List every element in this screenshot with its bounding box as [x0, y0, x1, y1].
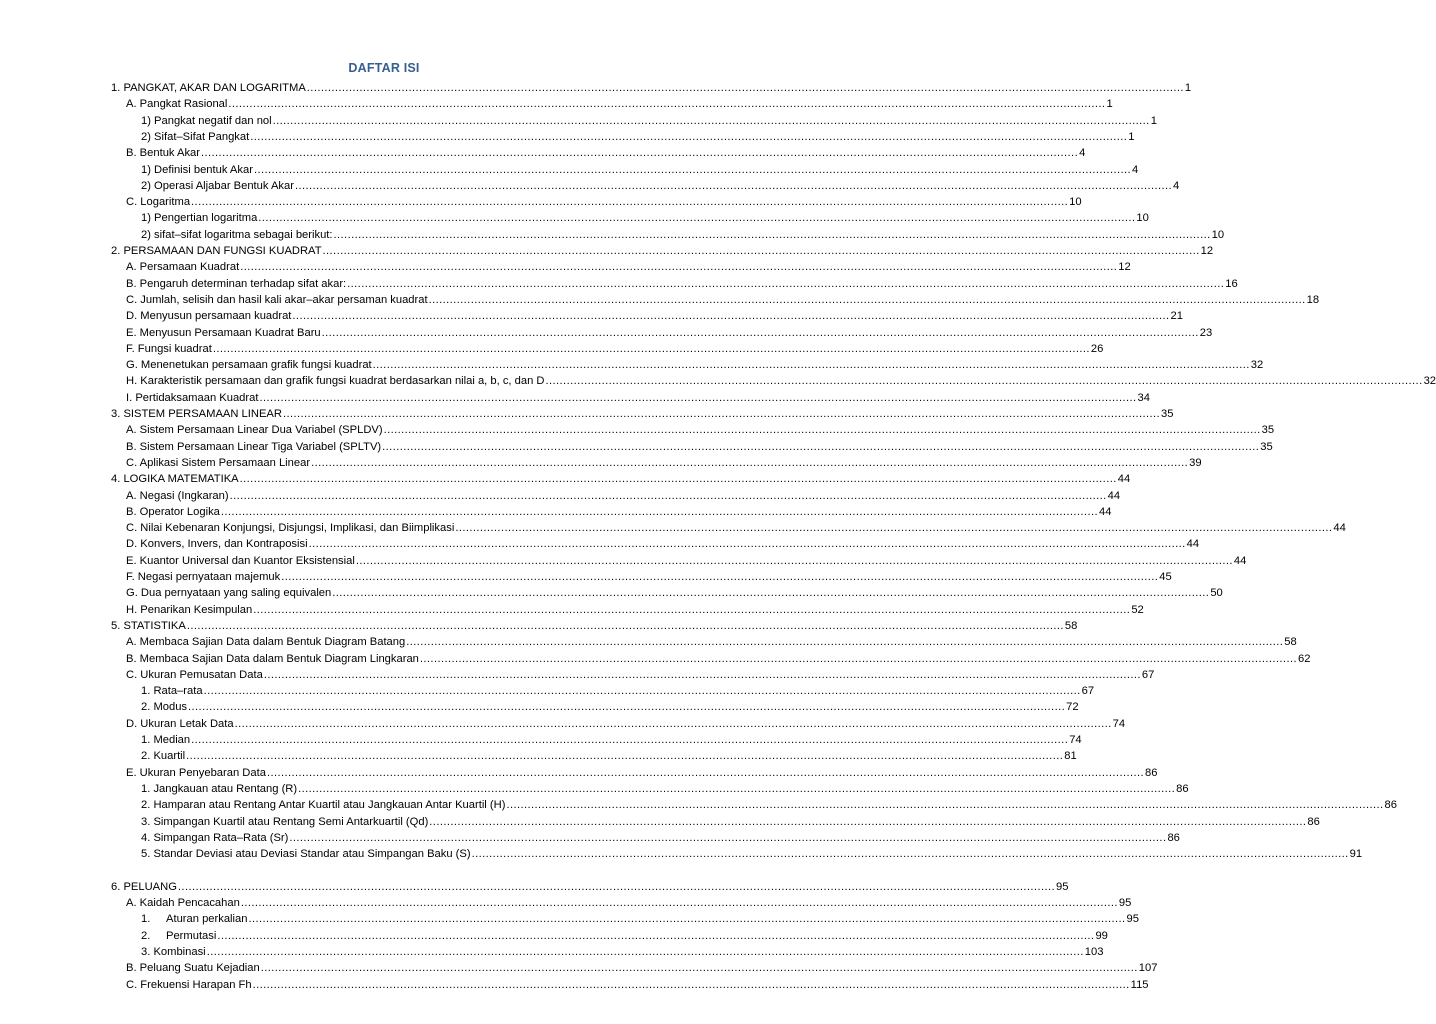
dot-leader: ..........................................................................................................................................................................................................................................................: [545, 375, 1423, 388]
toc-entry-label: G. Dua pernyataan yang saling equivalen: [126, 587, 332, 600]
toc-entry[interactable]: [126, 258, 1131, 274]
toc-entry[interactable]: [126, 552, 1247, 568]
toc-page-number: 86: [1145, 766, 1158, 779]
toc-page-number: 1: [1150, 114, 1157, 127]
toc-entry-number: 2.: [141, 929, 151, 942]
toc-page-number: 18: [1306, 293, 1320, 306]
toc-entry-title: [126, 293, 428, 307]
dot-leader: ..........................................................................................................................................................................................................................................................: [263, 668, 1141, 681]
toc-entry[interactable]: [126, 372, 1436, 388]
toc-entry-label: 2) Sifat–Sifat Pangkat: [141, 130, 250, 143]
toc-entry-label: 1. Jangkauan atau Rentang (R): [141, 782, 298, 795]
toc-page-number: 35: [1261, 424, 1275, 437]
toc-page-number: 67: [1141, 668, 1155, 681]
dot-leader: ..........................................................................................................................................................................................................................................................: [258, 212, 1136, 225]
toc-entry-title: [141, 114, 272, 128]
toc-page-number: 86: [1176, 782, 1189, 795]
toc-entry-label: 1. Median: [141, 734, 191, 746]
toc-page-number: 58: [1284, 636, 1297, 649]
toc-page-number: 50: [1210, 587, 1223, 600]
toc-entry-label: B. Pengaruh determinan terhadap sifat akar:: [126, 277, 347, 290]
dot-leader: ..........................................................................................................................................................................................................................................................: [506, 799, 1384, 812]
toc-entry-title: [126, 260, 239, 274]
toc-entry-label: 3. Simpangan Kuartil atau Rentang Semi Antarkuartil (Qd): [141, 815, 429, 828]
toc-entry[interactable]: [126, 144, 1086, 160]
toc-entry-label: 3. SISTEM PERSAMAAN LINEAR: [111, 408, 282, 420]
toc-entry-title: [126, 423, 383, 437]
dot-leader: ..........................................................................................................................................................................................................................................................: [322, 245, 1200, 257]
toc-entry[interactable]: [141, 829, 1180, 845]
dot-leader: ..........................................................................................................................................................................................................................................................: [383, 424, 1261, 437]
toc-entry-label: B. Operator Logika: [126, 505, 220, 518]
dot-leader: ..........................................................................................................................................................................................................................................................: [282, 408, 1161, 420]
dot-leader: ..........................................................................................................................................................................................................................................................: [188, 701, 1066, 714]
toc-entry-title: [126, 537, 308, 551]
dot-leader: ..........................................................................................................................................................................................................................................................: [228, 98, 1106, 111]
toc-entry-label: E. Menyusun Persamaan Kuadrat Baru: [126, 326, 321, 339]
toc-entry-label: A. Negasi (Ingkaran): [126, 489, 229, 502]
toc-entry-title: [126, 374, 545, 388]
toc-page-number: 52: [1131, 603, 1144, 616]
toc-entry-label: F. Fungsi kuadrat: [126, 342, 212, 355]
toc-entry-title: [126, 603, 252, 617]
toc-entry-title: [111, 472, 239, 486]
toc-entry-title: [126, 146, 200, 160]
toc-entry[interactable]: [126, 340, 1104, 356]
toc-page-number: 21: [1170, 310, 1183, 323]
dot-leader: ..........................................................................................................................................................................................................................................................: [252, 978, 1130, 991]
toc-page-number: 1: [1128, 130, 1135, 143]
toc-page-number: 103: [1084, 945, 1104, 958]
toc-entry-title: [141, 228, 333, 242]
toc-entry[interactable]: [141, 128, 1135, 144]
dot-leader: ..........................................................................................................................................................................................................................................................: [248, 913, 1126, 926]
dot-leader: ..........................................................................................................................................................................................................................................................: [240, 897, 1118, 909]
toc-entry[interactable]: [141, 943, 1104, 959]
toc-entry[interactable]: [126, 95, 1113, 111]
toc-entry[interactable]: [111, 470, 1131, 486]
toc-entry-label: A. Pangkat Rasional: [126, 98, 228, 111]
toc-entry-label: 2) sifat–sifat logaritma sebagai berikut:: [141, 228, 333, 241]
toc-entry[interactable]: [111, 405, 1174, 421]
toc-entry[interactable]: [141, 682, 1095, 698]
dot-leader: ..........................................................................................................................................................................................................................................................: [191, 734, 1069, 746]
toc-entry-title: [141, 929, 216, 943]
toc-entry-title: [126, 440, 381, 454]
toc-page-number: 95: [1055, 880, 1069, 893]
toc-entry-title: [141, 831, 288, 845]
toc-entry-title: [141, 733, 190, 747]
toc-page-number: 4: [1173, 179, 1180, 192]
dot-leader: ..........................................................................................................................................................................................................................................................: [372, 359, 1250, 372]
toc-entry-title: [126, 652, 419, 666]
toc-entry-title: [126, 195, 190, 209]
toc-page-number: 32: [1250, 359, 1264, 372]
toc-page-number: 1: [1184, 82, 1192, 94]
toc-entry-label: C. Ukuran Pemusatan Data: [126, 668, 263, 681]
toc-entry-title: [111, 619, 186, 633]
toc-entry[interactable]: [126, 715, 1126, 731]
toc-entry[interactable]: [126, 584, 1223, 600]
toc-page-number: 91: [1349, 848, 1363, 861]
toc-entry-label: H. Penarikan Kesimpulan: [126, 603, 253, 616]
toc-entry-number: 1.: [141, 913, 151, 926]
toc-page-number: 10: [1136, 212, 1149, 225]
toc-entry-label: 5. Standar Deviasi atau Deviasi Standar atau Simpangan Baku (S): [141, 848, 471, 861]
toc-entry[interactable]: [126, 666, 1155, 682]
toc-entry-title: [126, 505, 220, 519]
toc-page-number: 10: [1211, 228, 1225, 241]
dot-leader: ..........................................................................................................................................................................................................................................................: [253, 163, 1131, 176]
toc-entry-label: C. Logaritma: [126, 196, 191, 209]
dot-leader: ..........................................................................................................................................................................................................................................................: [347, 277, 1225, 290]
toc-entry-label: E. Kuantor Universal dan Kuantor Eksistensial: [126, 554, 355, 567]
dot-leader: ..........................................................................................................................................................................................................................................................: [428, 293, 1306, 306]
toc-entry[interactable]: [141, 813, 1320, 829]
dot-leader: ..........................................................................................................................................................................................................................................................: [259, 391, 1137, 404]
toc-entry-title: [126, 391, 258, 405]
toc-entry-title: [141, 815, 428, 829]
toc-entry[interactable]: [141, 209, 1149, 225]
toc-entry[interactable]: [126, 487, 1121, 503]
toc-page-number: 86: [1307, 815, 1320, 828]
toc-page-number: 86: [1384, 799, 1397, 812]
toc-entry-title: [141, 700, 187, 714]
toc-page-number: 62: [1297, 652, 1311, 665]
dot-leader: ..........................................................................................................................................................................................................................................................: [191, 196, 1069, 209]
toc-page-number: 74: [1112, 717, 1126, 730]
toc-entry-label: 5. STATISTIKA: [111, 619, 186, 632]
toc-entry-title: [141, 847, 471, 861]
toc-entry-label: 4. LOGIKA MATEMATIKA: [111, 473, 239, 486]
toc-page-number: 10: [1069, 196, 1082, 209]
dot-leader: ..........................................................................................................................................................................................................................................................: [272, 114, 1150, 127]
toc-entry-label: H. Karakteristik persamaan dan grafik fungsi kuadrat berdasarkan nilai a, b, c, dan D: [126, 375, 545, 388]
toc-page-number: 44: [1233, 554, 1247, 567]
toc-entry[interactable]: [126, 503, 1112, 519]
toc-entry-label: C. Nilai Kebenaran Konjungsi, Disjungsi, Implikasi, dan Biimplikasi: [126, 522, 455, 535]
toc-page-number: 26: [1090, 342, 1104, 355]
toc-page-number: 67: [1081, 685, 1095, 698]
dot-leader: ..........................................................................................................................................................................................................................................................: [333, 228, 1211, 241]
toc-page-number: 1: [1106, 98, 1113, 111]
toc-entry-label: E. Ukuran Penyebaran Data: [126, 766, 266, 779]
toc-entry[interactable]: [141, 177, 1180, 193]
toc-entry-label: Aturan perkalian: [166, 913, 248, 926]
toc-entry[interactable]: [141, 112, 1157, 128]
toc-entry[interactable]: [141, 927, 1108, 943]
toc-page-number: 35: [1260, 440, 1273, 453]
dot-leader: ..........................................................................................................................................................................................................................................................: [298, 782, 1176, 795]
toc-entry-label: B. Sistem Persamaan Linear Tiga Variabel (SPLTV): [126, 440, 382, 453]
toc-entry-title: [141, 179, 294, 193]
toc-page-number: 58: [1064, 619, 1078, 632]
toc-entry[interactable]: [126, 976, 1149, 992]
toc-page-number: 99: [1095, 929, 1108, 942]
toc-entry-title: [126, 586, 331, 600]
dot-leader: ..........................................................................................................................................................................................................................................................: [201, 147, 1079, 160]
toc-page-number: 74: [1069, 734, 1082, 746]
toc-entry-title: [126, 961, 260, 975]
toc-entry-label: I. Pertidaksamaan Kuadrat: [126, 391, 259, 404]
dot-leader: ..........................................................................................................................................................................................................................................................: [355, 554, 1233, 567]
dot-leader: ..........................................................................................................................................................................................................................................................: [281, 571, 1159, 583]
toc-entry-label: 2) Operasi Aljabar Bentuk Akar: [141, 179, 294, 192]
toc-page-number: 12: [1200, 245, 1214, 257]
toc-page-number: 107: [1138, 962, 1158, 975]
toc-page-number: 35: [1161, 408, 1174, 420]
toc-entry[interactable]: [126, 193, 1082, 209]
toc-entry-title: [141, 684, 203, 698]
toc-page-number: 72: [1066, 701, 1079, 714]
dot-leader: ..........................................................................................................................................................................................................................................................: [177, 880, 1055, 893]
toc-entry-label: 2. PERSAMAAN DAN FUNGSI KUADRAT: [111, 245, 322, 257]
dot-leader: ..........................................................................................................................................................................................................................................................: [292, 310, 1170, 323]
toc-entry-label: F. Negasi pernyataan majemuk: [126, 571, 281, 583]
toc-entry-title: [111, 244, 322, 258]
dot-leader: ..........................................................................................................................................................................................................................................................: [186, 619, 1064, 632]
toc-page-number: 4: [1079, 147, 1086, 160]
toc-page-number: 12: [1118, 261, 1131, 274]
toc-entry[interactable]: [111, 242, 1214, 258]
toc-entry[interactable]: [141, 910, 1139, 926]
toc-entry-title: [126, 97, 227, 111]
toc-entry[interactable]: [111, 79, 1192, 95]
dot-leader: ..........................................................................................................................................................................................................................................................: [419, 652, 1297, 665]
toc-entry-title: [141, 130, 249, 144]
dot-leader: ..........................................................................................................................................................................................................................................................: [186, 750, 1064, 763]
toc-entry-title: [126, 521, 454, 535]
toc-entry-label: B. Membaca Sajian Data dalam Bentuk Diagram Lingkaran: [126, 652, 419, 665]
dot-leader: ..........................................................................................................................................................................................................................................................: [239, 473, 1117, 486]
dot-leader: ..........................................................................................................................................................................................................................................................: [455, 522, 1333, 535]
dot-leader: ..........................................................................................................................................................................................................................................................: [321, 326, 1199, 339]
toc-entry-title: [126, 326, 321, 340]
toc-entry-label: 1) Pengertian logaritma: [141, 212, 258, 225]
page-title: DAFTAR ISI: [348, 61, 420, 75]
toc-entry-label: A. Sistem Persamaan Linear Dua Variabel (SPLDV): [126, 424, 383, 437]
toc-page-number: 44: [1186, 538, 1200, 551]
toc-entry[interactable]: [141, 161, 1139, 177]
toc-entry[interactable]: [126, 535, 1200, 551]
toc-entry-label: 2. Modus: [141, 701, 188, 714]
toc-entry-title: [126, 554, 355, 568]
dot-leader: ..........................................................................................................................................................................................................................................................: [294, 179, 1173, 192]
dot-leader: ..........................................................................................................................................................................................................................................................: [234, 717, 1112, 730]
toc-entry[interactable]: [126, 454, 1202, 470]
toc-page-number: 95: [1118, 897, 1132, 909]
toc-entry-label: Permutasi: [166, 929, 217, 942]
toc-entry[interactable]: [126, 438, 1273, 454]
toc-entry-title: [141, 782, 297, 796]
toc-entry-label: B. Peluang Suatu Kejadian: [126, 962, 260, 975]
toc-entry[interactable]: [141, 226, 1225, 242]
toc-entry-label: G. Menenetukan persamaan grafik fungsi kuadrat: [126, 359, 372, 372]
toc-entry-label: 1) Pangkat negatif dan nol: [141, 114, 272, 127]
toc-entry[interactable]: [126, 764, 1158, 780]
toc-page-number: 16: [1225, 277, 1238, 290]
toc-entry-title: [126, 635, 405, 649]
dot-leader: ..........................................................................................................................................................................................................................................................: [253, 603, 1131, 616]
toc-entry-title: [111, 81, 306, 95]
toc-entry[interactable]: [111, 617, 1078, 633]
toc-page-number: 44: [1107, 489, 1121, 502]
toc-entry[interactable]: [126, 601, 1144, 617]
toc-entry[interactable]: [126, 959, 1158, 975]
toc-entry-title: [126, 277, 346, 291]
dot-leader: ..........................................................................................................................................................................................................................................................: [471, 848, 1349, 861]
toc-entry-title: [141, 211, 257, 225]
toc-entry-label: 1) Definisi bentuk Akar: [141, 163, 253, 176]
toc-entry-label: 3. Kombinasi: [141, 945, 206, 958]
toc-entry-title: [126, 717, 234, 731]
toc-entry-label: A. Persamaan Kuadrat: [126, 261, 240, 274]
toc-page-number: 4: [1132, 163, 1139, 176]
toc-entry-title: [126, 570, 280, 584]
toc-entry-label: 4. Simpangan Rata–Rata (Sr): [141, 831, 289, 844]
toc-entry[interactable]: [126, 389, 1150, 405]
dot-leader: ..........................................................................................................................................................................................................................................................: [429, 815, 1307, 828]
toc-entry-title: [141, 945, 206, 959]
toc-entry-title: [126, 978, 252, 992]
toc-entry[interactable]: [126, 291, 1320, 307]
toc-entry-title: [126, 896, 240, 910]
toc-page-number: 34: [1137, 391, 1150, 404]
toc-page-number: 39: [1189, 456, 1202, 469]
toc-entry[interactable]: [126, 650, 1311, 666]
dot-leader: ..........................................................................................................................................................................................................................................................: [332, 587, 1210, 600]
dot-leader: ..........................................................................................................................................................................................................................................................: [212, 342, 1090, 355]
toc-page-number: 45: [1159, 571, 1172, 583]
toc-entry-title: [126, 309, 291, 323]
toc-entry[interactable]: [141, 731, 1082, 747]
toc-entry-label: 1. PANGKAT, AKAR DAN LOGARITMA: [111, 82, 306, 94]
toc-entry-title: [126, 456, 310, 470]
toc-entry[interactable]: [126, 356, 1264, 372]
toc-entry-label: 1. Rata–rata: [141, 685, 203, 698]
dot-leader: ..........................................................................................................................................................................................................................................................: [406, 636, 1284, 649]
toc-entry-label: A. Membaca Sajian Data dalam Bentuk Diagram Batang: [126, 636, 406, 649]
toc-page-number: 23: [1199, 326, 1213, 339]
dot-leader: ..........................................................................................................................................................................................................................................................: [250, 130, 1128, 143]
toc-entry-title: [126, 358, 372, 372]
toc-entry-label: 2. Hamparan atau Rentang Antar Kuartil atau Jangkauan Antar Kuartil (H): [141, 799, 506, 812]
toc-entry-label: D. Ukuran Letak Data: [126, 717, 234, 730]
toc-entry-title: [141, 912, 247, 926]
toc-entry-label: C. Aplikasi Sistem Persamaan Linear: [126, 456, 311, 469]
dot-leader: ..........................................................................................................................................................................................................................................................: [306, 82, 1184, 94]
toc-entry[interactable]: [126, 275, 1238, 291]
toc-entry-label: C. Jumlah, selisih dan hasil kali akar–akar persaman kuadrat: [126, 293, 428, 306]
toc-entry-label: 2. Kuartil: [141, 750, 186, 763]
toc-entry-title: [141, 163, 253, 177]
toc-entry-title: [111, 407, 282, 421]
toc-page-number: 86: [1167, 831, 1180, 844]
toc-page-number: 44: [1098, 505, 1112, 518]
toc-entry[interactable]: [126, 519, 1346, 535]
toc-page-number: 44: [1117, 473, 1131, 486]
toc-entry[interactable]: [141, 845, 1363, 861]
toc-entry[interactable]: [126, 568, 1172, 584]
toc-page-number: 81: [1064, 750, 1077, 763]
toc-page-number: 44: [1333, 522, 1346, 535]
toc-entry-title: [141, 798, 505, 812]
toc-entry[interactable]: [126, 324, 1213, 340]
toc-entry[interactable]: [126, 307, 1183, 323]
toc-entry[interactable]: [126, 633, 1297, 649]
toc-entry-title: [126, 668, 263, 682]
dot-leader: ..........................................................................................................................................................................................................................................................: [382, 440, 1260, 453]
toc-entry-title: [126, 342, 212, 356]
dot-leader: ..........................................................................................................................................................................................................................................................: [266, 766, 1144, 779]
toc-entry[interactable]: [126, 894, 1132, 910]
toc-entry-label: B. Bentuk Akar: [126, 147, 201, 160]
toc-entry[interactable]: [141, 698, 1079, 714]
dot-leader: ..........................................................................................................................................................................................................................................................: [217, 929, 1095, 942]
dot-leader: ..........................................................................................................................................................................................................................................................: [311, 456, 1189, 469]
toc-entry[interactable]: [141, 796, 1397, 812]
toc-entry-label: A. Kaidah Pencacahan: [126, 897, 240, 909]
dot-leader: ..........................................................................................................................................................................................................................................................: [308, 538, 1186, 551]
dot-leader: ..........................................................................................................................................................................................................................................................: [229, 489, 1107, 502]
toc-page-number: 115: [1130, 978, 1149, 991]
toc-entry[interactable]: [111, 878, 1069, 894]
dot-leader: ..........................................................................................................................................................................................................................................................: [240, 261, 1118, 274]
dot-leader: ..........................................................................................................................................................................................................................................................: [220, 505, 1098, 518]
toc-entry[interactable]: [141, 780, 1189, 796]
toc-page-number: 95: [1126, 913, 1139, 926]
toc-entry[interactable]: [141, 747, 1077, 763]
toc-entry-label: D. Menyusun persamaan kuadrat: [126, 310, 292, 323]
dot-leader: ..........................................................................................................................................................................................................................................................: [260, 962, 1138, 975]
toc-entry-label: C. Frekuensi Harapan Fh: [126, 978, 252, 991]
dot-leader: ..........................................................................................................................................................................................................................................................: [289, 831, 1167, 844]
dot-leader: ..........................................................................................................................................................................................................................................................: [203, 685, 1081, 698]
toc-entry-title: [126, 766, 266, 780]
toc-entry[interactable]: [126, 421, 1275, 437]
toc-entry-label: 6. PELUANG: [111, 880, 177, 893]
toc-page-number: 32: [1423, 375, 1436, 388]
dot-leader: ..........................................................................................................................................................................................................................................................: [206, 945, 1084, 958]
toc-entry-label: D. Konvers, Invers, dan Kontraposisi: [126, 538, 308, 551]
toc-entry-title: [126, 489, 229, 503]
toc-entry-title: [141, 749, 185, 763]
toc-entry-title: [111, 880, 177, 894]
